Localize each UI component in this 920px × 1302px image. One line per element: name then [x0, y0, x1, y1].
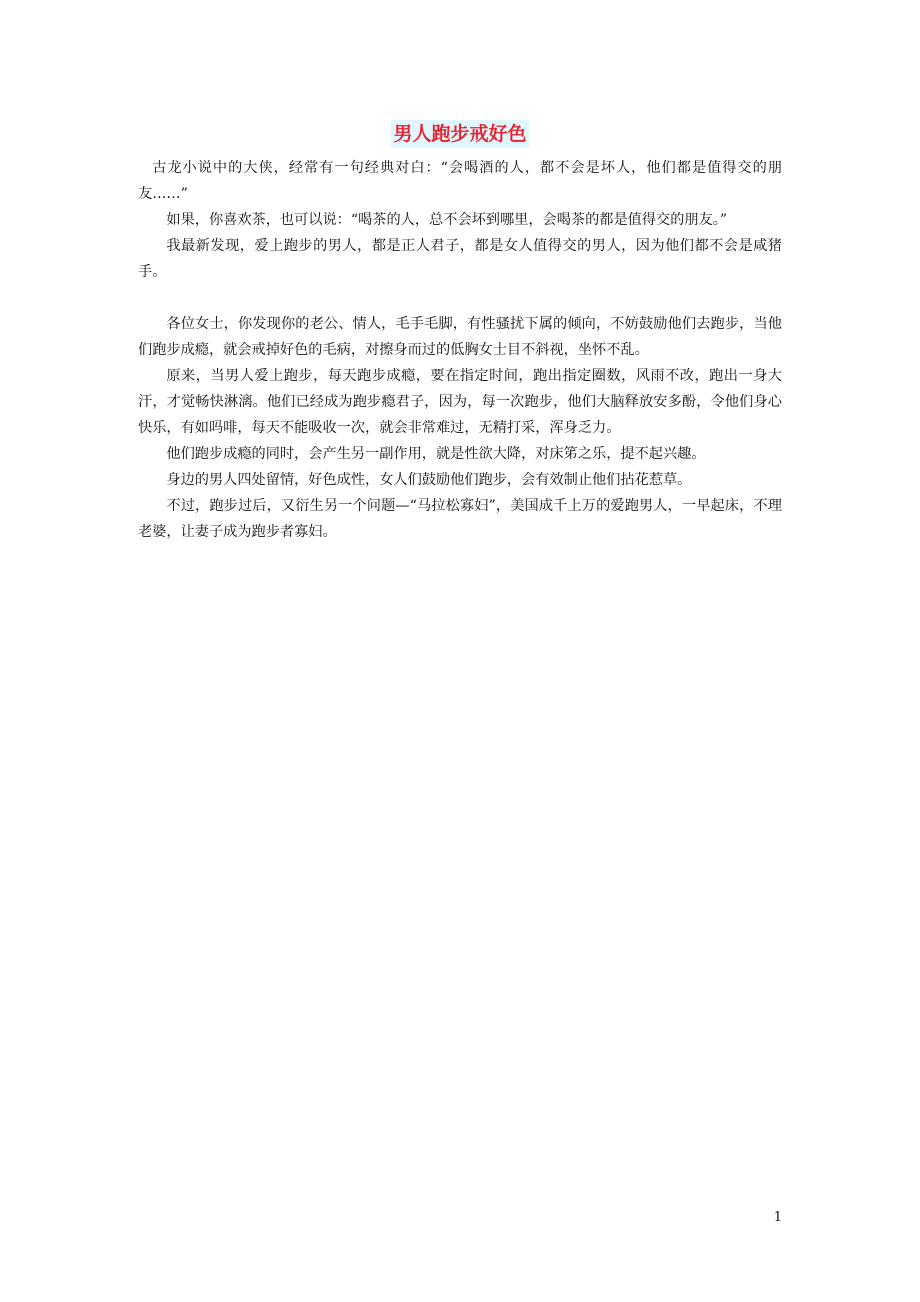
article-title: 男人跑步戒好色 — [391, 120, 528, 148]
title-container — [0, 120, 920, 148]
paragraph-5: 原来，当男人爱上跑步，每天跑步成瘾，要在指定时间，跑出指定圈数，风雨不改，跑出一身大汗，才觉畅快淋漓。他们已经成为跑步瘾君子，因为，每一次跑步，他们大脑释放安多酚，令他们身心快乐，有如吗啡，每天不能吸收一次，就会非常难过，无精打采，浑身乏力。 — [138, 368, 782, 436]
paragraph-gap — [138, 285, 782, 311]
paragraph-7: 身边的男人四处留情，好色成性，女人们鼓励他们跑步，会有效制止他们拈花惹草。 — [166, 472, 692, 488]
paragraph-6: 他们跑步成瘾的同时，会产生另一副作用，就是性欲大降，对床笫之乐，提不起兴趣。 — [166, 446, 706, 462]
paragraph-8: 不过，跑步过后，又衍生另一个问题—“马拉松寡妇”，美国成千上万的爱跑男人，一早起床，不理老婆，让妻子成为跑步者寡妇。 — [138, 498, 782, 540]
paragraph-1: 古龙小说中的大侠，经常有一句经典对白：“会喝酒的人，都不会是坏人，他们都是值得交的朋友……” — [138, 160, 782, 202]
article-body — [138, 155, 782, 545]
paragraph-3: 我最新发现，爱上跑步的男人，都是正人君子，都是女人值得交的男人，因为他们都不会是咸猪手。 — [138, 238, 782, 280]
paragraph-2: 如果，你喜欢茶，也可以说：“喝茶的人，总不会坏到哪里，会喝茶的都是值得交的朋友。” — [166, 212, 728, 228]
paragraph-4: 各位女士，你发现你的老公、情人，毛手毛脚，有性骚扰下属的倾向，不妨鼓励他们去跑步，当他们跑步成瘾，就会戒掉好色的毛病，对擦身而过的低胸女士目不斜视，坐怀不乱。 — [138, 316, 782, 358]
page-number: 1 — [773, 1210, 782, 1225]
